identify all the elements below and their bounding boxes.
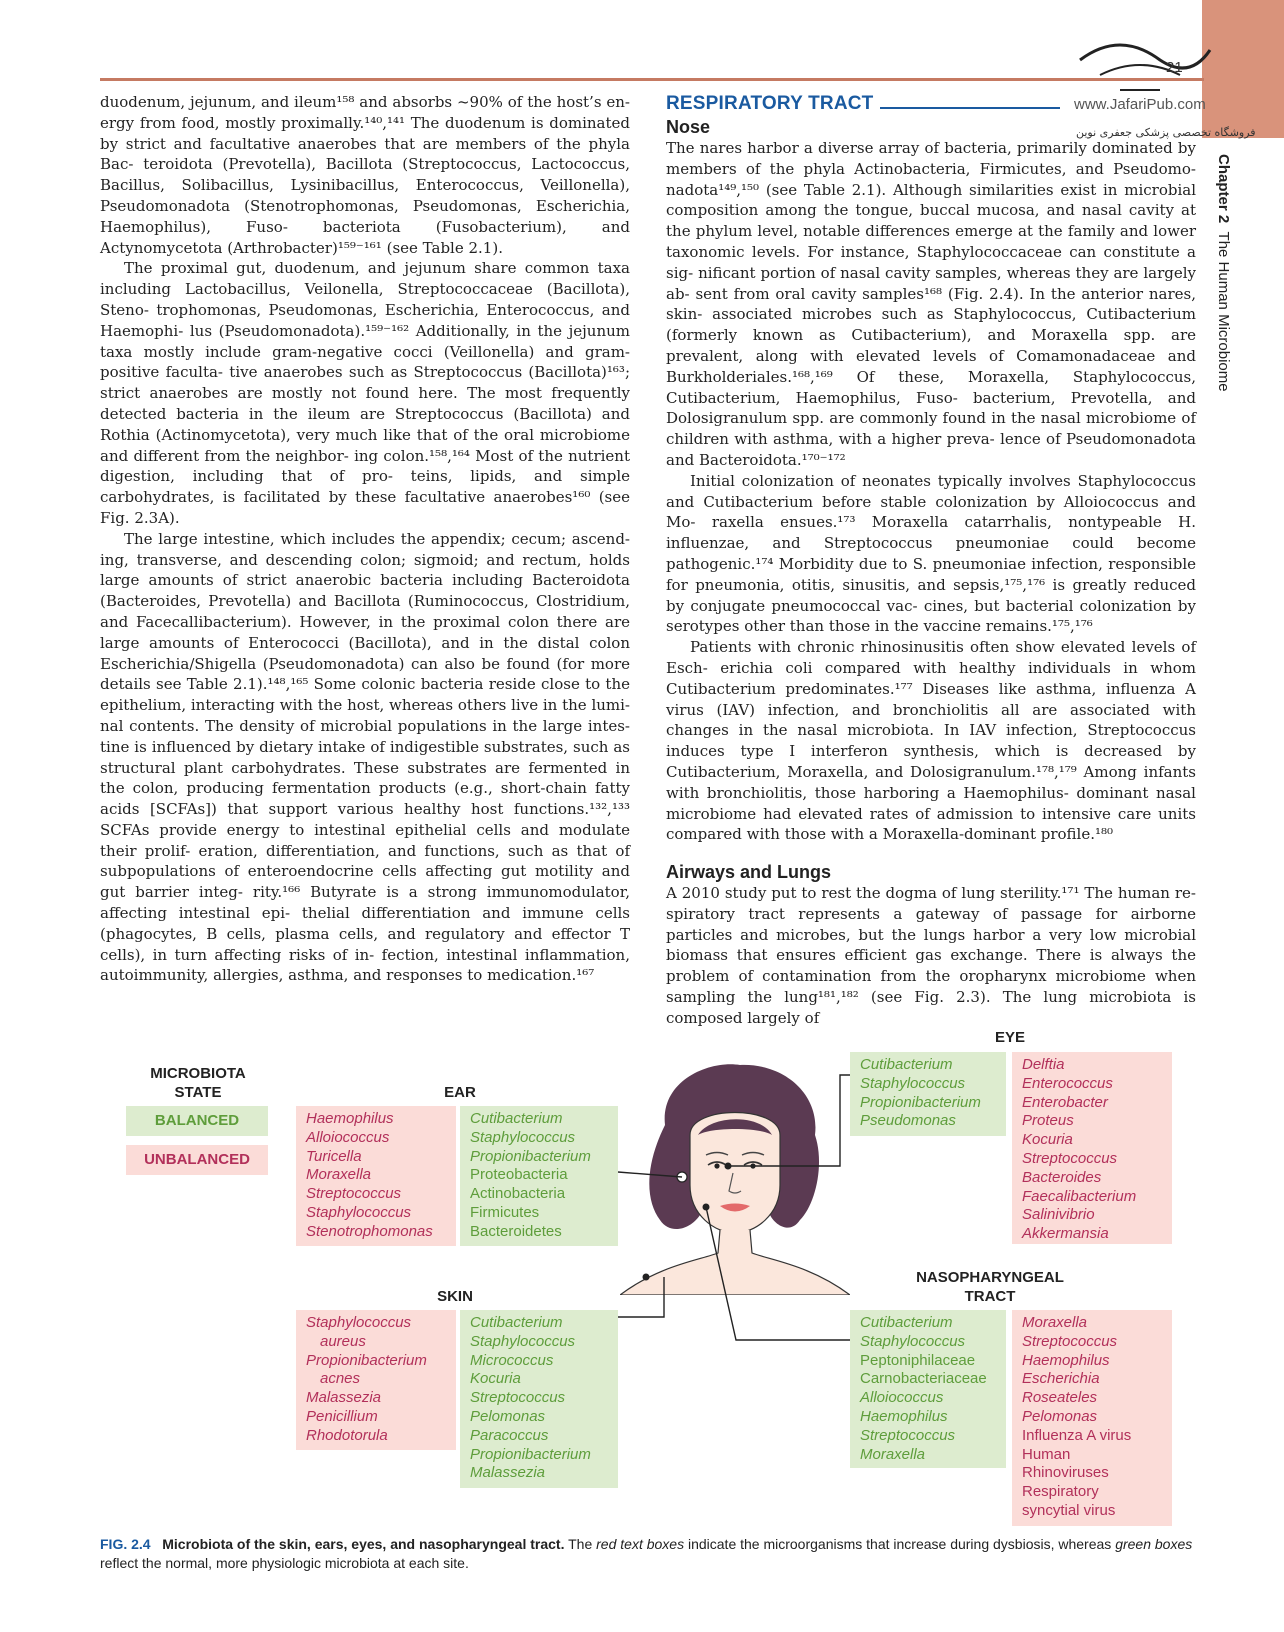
- eye-label: EYE: [994, 1029, 1025, 1046]
- text-line: trophomonas, Pseudomonas, Escherichia, Enterococcus, and Haemophi-: [100, 300, 630, 340]
- text-line: and bronchiolitis all are associated with changes in the nasal microbiota.: [666, 700, 1196, 740]
- side-chapter: Chapter 2: [1215, 154, 1232, 224]
- logo-persian-text: فروشگاه تخصصی پزشکی جعفری نوین: [1076, 126, 1256, 139]
- text-line: large amounts of strict anaerobic bacteria including Bacteroidota: [100, 571, 630, 590]
- text-line: including Lactobacillus, Veilonella, Streptococcaceae (Bacillota), Steno-: [100, 280, 630, 319]
- text-line: is decreased by Cutibacterium, Moraxella, and Dolosigranulum.¹⁷⁸,¹⁷⁹: [666, 742, 1196, 781]
- nose-paragraph-2: [666, 471, 1196, 637]
- taxon-item: Streptococcus: [1022, 1332, 1118, 1350]
- text-line: nadota¹⁴⁹,¹⁵⁰ (see Table 2.1). Although similarities exist in microbial: [666, 180, 1196, 199]
- taxon-item: syncytial virus: [1022, 1501, 1116, 1519]
- taxon-item: Micrococcus: [470, 1351, 554, 1369]
- text-line: fection, intestinal inflammation, autoimmunity, allergies, asthma, and: [100, 945, 630, 985]
- text-line: that ensures efficient gas exchange. There is always the problem of: [666, 946, 1196, 986]
- section-title-rule: [880, 107, 1060, 109]
- text-line: provide energy to intestinal epithelial cells and modulate their prolif-: [100, 820, 631, 860]
- nasopharyngeal-label: NASOPHARYNGEAL TRACT: [916, 1269, 1064, 1305]
- text-line: and Cutibacterium before stable colonization by Alloiococcus and Mo-: [666, 492, 1196, 532]
- logo-url: www.JafariPub.com: [1074, 96, 1206, 113]
- skin-unbalanced-box: [296, 1310, 456, 1450]
- caption-text-2: indicate the microorganisms that increase during dysbiosis, whereas: [687, 1536, 1112, 1552]
- taxon-item: Alloiococcus: [306, 1128, 390, 1146]
- taxon-item: Rhinoviruses: [1022, 1464, 1109, 1482]
- right-column: [666, 92, 1196, 1029]
- taxon-item: Proteobacteria: [470, 1166, 568, 1184]
- nose-paragraph-3: [666, 637, 1196, 845]
- taxon-item: Actinobacteria: [470, 1185, 566, 1203]
- taxon-item: Streptococcus: [1022, 1149, 1118, 1167]
- text-line: The large intestine, which includes the appendix; cecum; ascend-: [124, 529, 630, 548]
- taxon-item: Moraxella: [306, 1166, 372, 1184]
- taxon-item: Enterobacter: [1022, 1093, 1108, 1111]
- ear-label: EAR: [444, 1084, 476, 1101]
- taxon-item: Influenza A virus: [1022, 1426, 1132, 1444]
- taxon-item: Haemophilus: [306, 1110, 394, 1127]
- taxon-item: Pelomonas: [470, 1407, 546, 1425]
- taxon-item: Enterococcus: [1022, 1074, 1113, 1092]
- taxon-item: Bacteroides: [1022, 1168, 1102, 1186]
- skin-label: SKIN: [437, 1288, 473, 1305]
- taxon-item: Rhodotorula: [306, 1426, 388, 1444]
- taxon-item: Propionibacterium: [470, 1147, 591, 1165]
- text-line: nal contents. The density of microbial populations in the large intes-: [100, 716, 630, 735]
- text-line: ergy from food, mostly proximally.¹⁴⁰,¹⁴¹ The duodenum is dominated: [100, 113, 630, 132]
- text-line: bacterium, Prevotella, and Dolosigranulum spp. are commonly found: [666, 388, 1196, 428]
- text-line: nificant portion of nasal cavity samples, whereas they are largely ab-: [666, 263, 1196, 303]
- nose-title: Nose: [666, 117, 711, 137]
- taxon-item: acnes: [320, 1370, 361, 1388]
- taxon-item: Firmicutes: [470, 1203, 540, 1221]
- taxon-item: Streptococcus: [860, 1426, 956, 1444]
- nose-paragraph-1: [666, 138, 1196, 471]
- text-line: raxella ensues.¹⁷³ Moraxella catarrhalis, nontypeable H. influenzae, and: [666, 513, 1196, 553]
- taxon-item: Akkermansia: [1022, 1225, 1109, 1243]
- taxon-item: Moraxella: [1022, 1314, 1088, 1331]
- taxon-item: Kocuria: [1022, 1131, 1073, 1149]
- eye-unbalanced-box: [1012, 1052, 1172, 1244]
- text-line: structural plant carbohydrates. These substrates are fermented in the: [100, 758, 630, 798]
- taxon-item: Cutibacterium: [470, 1110, 563, 1127]
- legend-balanced: BALANCED: [126, 1106, 268, 1136]
- taxon-item: Stenotrophomonas: [306, 1222, 433, 1240]
- left-pupil: [714, 1163, 719, 1168]
- airways-title: Airways and Lungs: [666, 862, 832, 883]
- text-line: (see Table 2.1).: [386, 238, 503, 257]
- taxon-item: Propionibacterium: [470, 1445, 591, 1463]
- taxon-item: Turicella: [306, 1147, 362, 1165]
- text-line: tive anaerobes such as Streptococcus (Bacillota)¹⁶³; strict anaerobes are: [100, 363, 630, 403]
- text-line: rity.¹⁶⁶ Butyrate is a strong immunomodulator, affecting intestinal epi-: [100, 883, 630, 923]
- section-title-text: RESPIRATORY TRACT: [666, 92, 874, 114]
- taxon-item: Malassezia: [306, 1389, 382, 1407]
- text-line: ileum are Streptococcus (Bacillota) and Rothia (Actinomycetota), very: [100, 404, 630, 444]
- text-line: these, Moraxella, Staphylococcus, Cutibacterium, Haemophilus, Fuso-: [666, 367, 1196, 407]
- text-line: Among infants with bronchiolitis, those harboring a Haemophilus-: [666, 762, 1196, 802]
- text-line: much like that of the oral microbiome and different from the neighbor-: [100, 425, 630, 465]
- text-line: bacteriota (Fusobacterium), and Actynomycetota (Arthrobacter)¹⁵⁹⁻¹⁶¹: [100, 217, 630, 257]
- eye-balanced-box: [850, 1052, 1006, 1136]
- airways-paragraph-1: [666, 883, 1196, 1029]
- text-line: associated microbes such as Staphylococcus, Cutibacterium (formerly: [666, 305, 1196, 345]
- text-line: duodenum, jejunum, and ileum¹⁵⁸ and absorbs ~90% of the host’s en-: [100, 93, 630, 111]
- text-line: Escherichia/Shigella (Pseudomonadota) can also be found (for more: [100, 654, 630, 673]
- text-line: lus (Pseudomonadota).¹⁵⁹⁻¹⁶² Additionally, in the jejunum taxa mostly: [100, 321, 630, 361]
- text-line: known as Cutibacterium), and Moraxella spp. are prevalent, along with: [666, 326, 1196, 365]
- text-line: ing, transverse, and descending colon; sigmoid; and rectum, holds: [100, 550, 630, 569]
- side-title: The Human Microbiome: [1215, 231, 1232, 392]
- text-line: cells, and regulatory and effector T cells), in turn affecting risks of in-: [100, 924, 630, 964]
- text-line: the phylum level, notable differences emerge at the family and lower: [666, 222, 1196, 241]
- taxon-item: Carnobacteriaceae: [860, 1370, 987, 1388]
- taxon-item: Propionibacterium: [860, 1093, 981, 1111]
- taxon-item: Streptococcus: [470, 1389, 566, 1407]
- text-line: A 2010 study put to rest the dogma of lung sterility.¹⁷¹ The human re-: [666, 884, 1196, 903]
- skin-marker: [643, 1274, 650, 1281]
- taxon-item: Faecalibacterium: [1022, 1187, 1137, 1205]
- text-line: anaerobes¹⁶⁰ (see Fig. 2.3A).: [100, 488, 631, 527]
- text-line: of enteroendocrine cells affecting gut motility and gut barrier integ-: [100, 862, 630, 902]
- figure-caption: [100, 1535, 1196, 1573]
- text-line: elevated levels of Comamonadaceae and Burkholderiales.¹⁶⁸,¹⁶⁹ Of: [666, 346, 1196, 386]
- taxon-item: Haemophilus: [860, 1407, 948, 1425]
- section-title: [666, 92, 1196, 116]
- taxon-item: Respiratory: [1022, 1483, 1099, 1501]
- text-line: lung¹⁸¹,¹⁸² (see Fig. 2.3). The lung microbiota is composed largely of: [666, 988, 1196, 1027]
- taxon-item: Staphylococcus: [860, 1332, 966, 1350]
- taxon-item: Malassezia: [470, 1464, 546, 1482]
- page-number: 21: [1166, 59, 1183, 76]
- taxon-item: Staphylococcus: [470, 1332, 576, 1350]
- text-line: predominates.¹⁷⁷ Diseases like asthma, influenza A virus (IAV) infection,: [666, 679, 1196, 719]
- ear-unbalanced-box: [296, 1106, 456, 1246]
- taxon-item: Moraxella: [860, 1445, 926, 1463]
- side-chapter-label: [1214, 154, 1236, 404]
- left-column: [100, 92, 630, 986]
- text-line: by strict and facultative anaerobes that are members of the phyla Bac-: [100, 134, 630, 174]
- text-line: erichia coli compared with healthy individuals in whom Cutibacterium: [666, 658, 1196, 698]
- taxon-item: Staphylococcus: [470, 1128, 576, 1146]
- skin-balanced-box: [460, 1310, 618, 1488]
- taxon-item: Salinivibrio: [1022, 1206, 1095, 1224]
- text-line: members of the phyla Actinobacteria, Firmicutes, and Pseudomo-: [666, 159, 1196, 178]
- taxon-item: Delftia: [1022, 1056, 1065, 1073]
- text-line: (Stenotrophomonas, Pseudomonas, Escherichia, Haemophilus), Fuso-: [100, 196, 630, 236]
- taxon-item: Proteus: [1022, 1112, 1074, 1130]
- text-line: In IAV infection, Streptococcus induces type I interferon synthesis, which: [666, 721, 1196, 761]
- neck-shoulders: [620, 1230, 850, 1295]
- text-line: taxonomic levels. For instance, Staphylococcaceae can constitute a sig-: [666, 242, 1196, 282]
- text-line: teins, lipids, and simple carbohydrates, is facilitated by these facultative: [100, 467, 630, 507]
- text-line: mostly not found here. The most frequently detected bacteria in the: [100, 384, 630, 423]
- taxon-item: Pelomonas: [1022, 1407, 1098, 1425]
- text-line: (Bacteroides, Prevotella) and Bacillota (Ruminococcus, Clostridium,: [100, 592, 630, 611]
- text-line: and sepsis,¹⁷⁵,¹⁷⁶ is greatly reduced by conjugate pneumococcal vac-: [666, 575, 1196, 615]
- header-rule: [100, 78, 1204, 81]
- text-line: to S. pneumoniae infection, responsible for pneumonia, otitis, sinusitis,: [666, 554, 1197, 594]
- caption-emphasis-2: green boxes: [1115, 1536, 1193, 1552]
- text-line: and Facecallibacterium). However, in the proximal colon there are: [100, 612, 630, 631]
- text-line: Streptococcus pneumoniae could become pathogenic.¹⁷⁴ Morbidity due: [666, 534, 1196, 573]
- taxon-item: Human: [1022, 1445, 1071, 1463]
- text-line: spiratory tract represents a gateway of passage for airborne particles: [666, 904, 1196, 944]
- taxon-item: Paracoccus: [470, 1426, 549, 1444]
- nasopharyngeal-unbalanced-box: [1012, 1310, 1172, 1526]
- taxon-item: Roseateles: [1022, 1389, 1098, 1407]
- taxon-item: Streptococcus: [306, 1185, 402, 1203]
- text-line: care units compared with those with a Moraxella-dominant profile.¹⁸⁰: [666, 804, 1196, 844]
- left-paragraph-2: [100, 258, 630, 528]
- taxon-item: Staphylococcus: [860, 1074, 966, 1092]
- text-line: The nares harbor a diverse array of bacteria, primarily dominated by: [666, 139, 1196, 157]
- text-line: lence of Pseudomonadota and Bacteroidota.¹⁷⁰⁻¹⁷²: [666, 430, 1196, 469]
- caption-title: Microbiota of the skin, ears, eyes, and nasopharyngeal tract.: [162, 1536, 565, 1552]
- text-line: The proximal gut, duodenum, and jejunum share common taxa: [124, 259, 630, 278]
- taxon-item: Cutibacterium: [860, 1314, 953, 1331]
- caption-text-1: The: [568, 1536, 593, 1552]
- legend-title: MICROBIOTA STATE: [150, 1065, 246, 1101]
- text-line: Initial colonization of neonates typically involves Staphylococcus: [690, 471, 1196, 490]
- text-line: responses to medication.¹⁶⁷: [386, 966, 595, 985]
- text-line: eration, differentiation, and functions, such as that of subpopulations: [100, 841, 630, 881]
- text-line: details see Table 2.1).¹⁴⁸,¹⁶⁵ Some colonic bacteria reside close to the: [100, 675, 630, 694]
- taxon-item: Kocuria: [470, 1370, 521, 1388]
- taxon-item: Propionibacterium: [306, 1351, 427, 1369]
- text-line: dominant nasal microbiome had elevated rates of admission to intensive: [666, 783, 1196, 823]
- taxon-item: Penicillium: [306, 1407, 378, 1425]
- taxon-item: Staphylococcus: [306, 1203, 412, 1221]
- taxon-item: Bacteroidetes: [470, 1222, 562, 1240]
- caption-label: FIG. 2.4: [100, 1536, 151, 1552]
- text-line: Solibacillus, Lysinibacillus, Enterococcus, Veillonella), Pseudomonadota: [100, 176, 630, 215]
- taxon-item: Alloiococcus: [860, 1389, 944, 1407]
- taxon-item: Haemophilus: [1022, 1351, 1110, 1369]
- text-line: vaccine remains.¹⁷⁵,¹⁷⁶: [923, 617, 1093, 636]
- taxon-item: aureus: [320, 1332, 366, 1350]
- text-line: tine is influenced by dietary intake of indigestible substrates, such as: [100, 737, 630, 756]
- taxon-item: Peptoniphilaceae: [860, 1351, 976, 1369]
- text-line: include gram-negative cocci (Veillonella) and gram-positive faculta-: [100, 342, 630, 382]
- text-line: Patients with chronic rhinosinusitis often show elevated levels of Esch-: [666, 638, 1196, 677]
- nasopharyngeal-balanced-box: [850, 1310, 1006, 1468]
- taxon-item: Cutibacterium: [860, 1056, 953, 1073]
- text-line: cines, but bacterial colonization by serotypes other than those in the: [666, 596, 1197, 636]
- taxon-item: Escherichia: [1022, 1370, 1100, 1388]
- text-line: contamination from the oropharynx microbiome when sampling the: [666, 967, 1197, 1007]
- left-paragraph-3: [100, 529, 630, 987]
- text-line: large amounts of Enterococci (Bacillota), and in the distal colon: [100, 633, 630, 652]
- ear-balanced-box: [460, 1106, 618, 1246]
- caption-text-3: reflect the normal, more physiologic microbiota at each site.: [100, 1555, 469, 1571]
- text-line: colon, producing fermentation products (e.g., short-chain fatty acids: [100, 779, 630, 819]
- left-paragraph-1: [100, 92, 630, 258]
- legend-unbalanced: UNBALANCED: [126, 1145, 268, 1175]
- taxon-item: Pseudomonas: [860, 1112, 956, 1130]
- caption-emphasis-1: red text boxes: [596, 1536, 685, 1552]
- taxon-item: Staphylococcus: [306, 1314, 412, 1331]
- text-line: composition among the tongue, buccal mucosa, and nasal cavity at: [666, 201, 1196, 220]
- text-line: [SCFAs]) that support various healthy host functions.¹³²,¹³³ SCFAs: [100, 800, 630, 839]
- text-line: epithelium, interacting with the host, whereas others live in the lumi-: [100, 696, 630, 715]
- text-line: and microbes, but the lungs harbor a very low microbial biomass: [666, 925, 1196, 965]
- text-line: sent from oral cavity samples¹⁶⁸ (Fig. 2.4). In the anterior nares, skin-: [666, 284, 1196, 324]
- text-line: in the nasal microbiome of children with asthma, with a higher preva-: [666, 409, 1196, 449]
- text-line: thelial differentiation and immune cells (phagocytes, B cells, plasma: [100, 904, 630, 943]
- taxon-item: Cutibacterium: [470, 1314, 563, 1331]
- text-line: ing colon.¹⁵⁸,¹⁶⁴ Most of the nutrient digestion, including that of pro-: [100, 446, 630, 486]
- text-line: teroidota (Prevotella), Bacillota (Streptococcus, Lactococcus, Bacillus,: [100, 155, 630, 195]
